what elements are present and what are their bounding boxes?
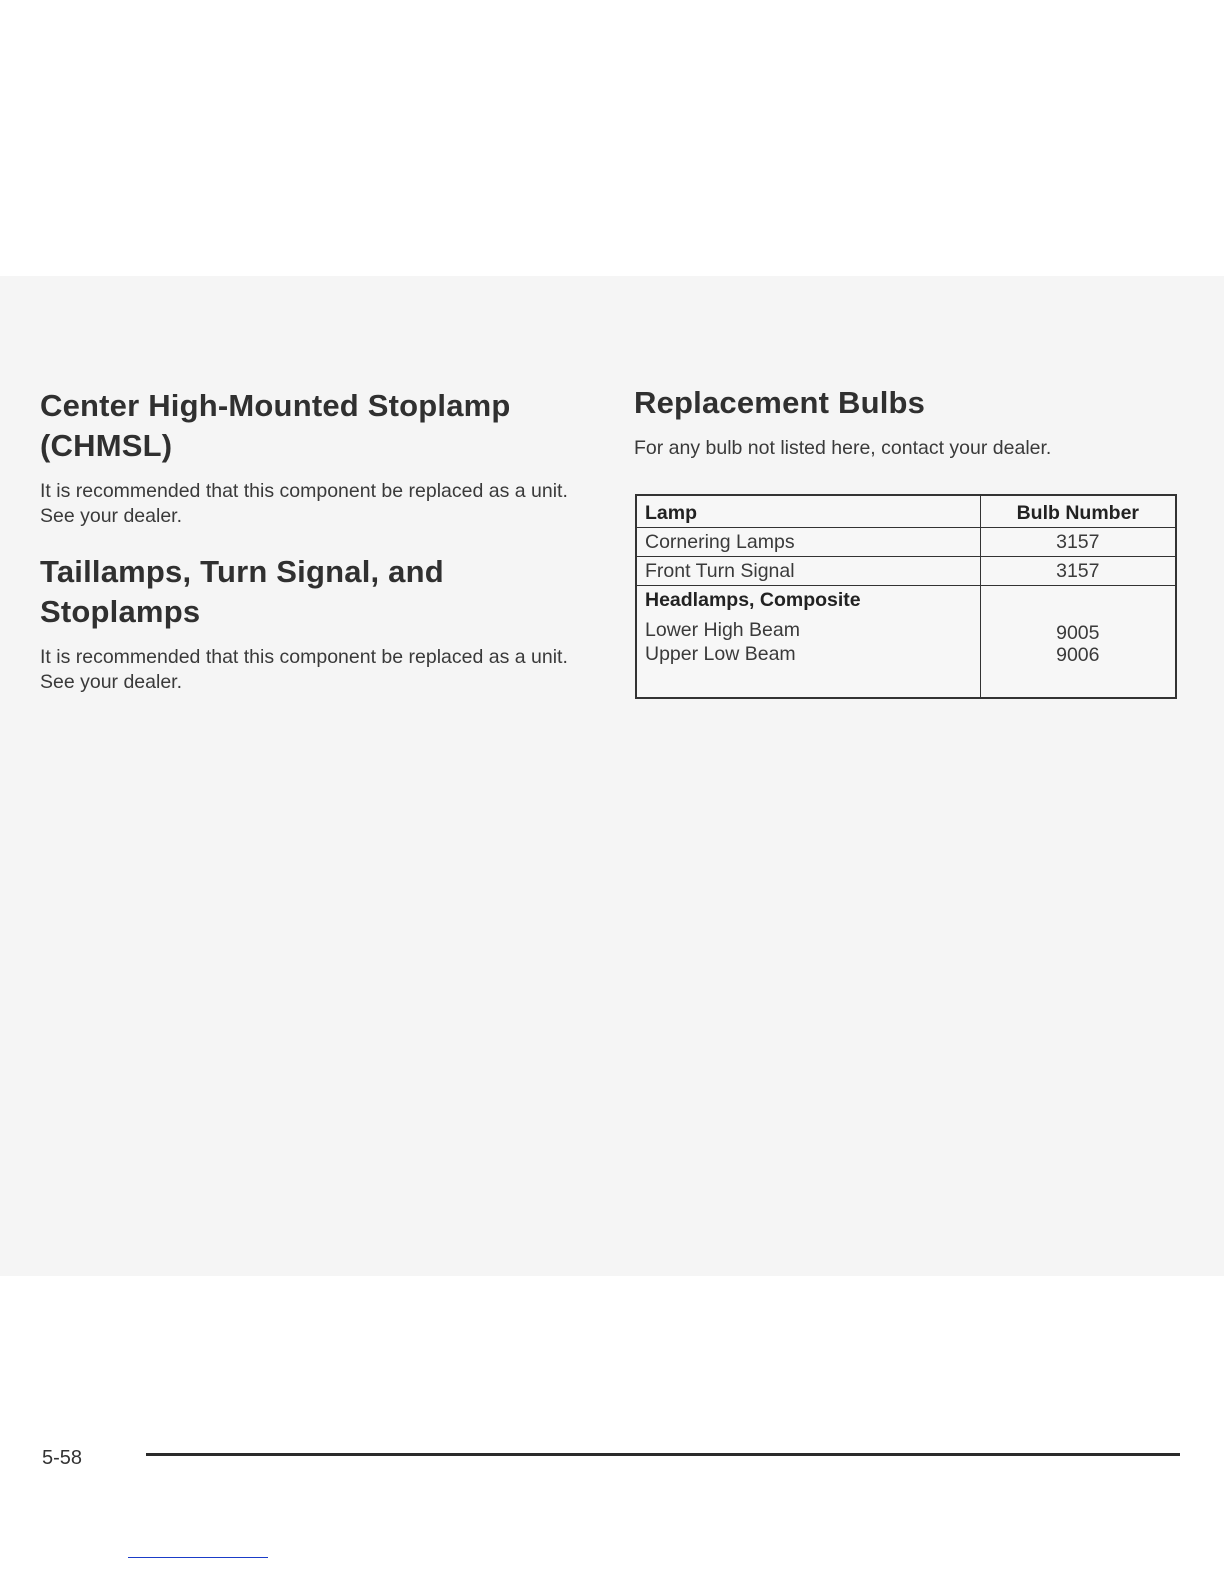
- group-item-bulb: 9006: [1056, 644, 1100, 666]
- table-row: [636, 557, 1176, 586]
- replacement-bulbs-heading: Replacement Bulbs: [634, 385, 926, 420]
- chmsl-heading-line1: Center High-Mounted Stoplamp: [40, 388, 511, 423]
- group-item-lamp: Lower High Beam: [645, 619, 800, 641]
- chmsl-body: It is recommended that this component be replaced as a unit. See your dealer.: [40, 480, 568, 527]
- footer-rule: [146, 1453, 1180, 1456]
- bulb-cell: 3157: [980, 557, 1176, 586]
- bulb-cell: 3157: [980, 528, 1176, 557]
- header-lamp: Lamp: [636, 495, 980, 528]
- table-header-row: [636, 495, 1176, 528]
- bulb-table: [635, 494, 1177, 699]
- group-title: Headlamps, Composite: [645, 589, 861, 611]
- chmsl-heading-line2: (CHMSL): [40, 428, 173, 463]
- manual-page: [0, 276, 1224, 1469]
- group-item-bulb: 9005: [1056, 622, 1100, 644]
- bulb-group-cell: [980, 586, 1176, 699]
- page-number: 5-58: [42, 1447, 83, 1469]
- lamp-group-cell: [636, 586, 980, 699]
- replacement-bulbs-intro: For any bulb not listed here, contact your dealer.: [634, 437, 1052, 459]
- link-underline[interactable]: [128, 1557, 268, 1558]
- group-item-lamp: Upper Low Beam: [645, 643, 796, 665]
- header-bulb-number: Bulb Number: [980, 495, 1176, 528]
- lamp-cell: Cornering Lamps: [636, 528, 980, 557]
- lamp-cell: Front Turn Signal: [636, 557, 980, 586]
- chmsl-heading: [40, 386, 600, 466]
- table-row: [636, 528, 1176, 557]
- taillamps-heading-line1: Taillamps, Turn Signal, and: [40, 554, 444, 589]
- taillamps-heading-line2: Stoplamps: [40, 594, 201, 629]
- taillamps-body: It is recommended that this component be replaced as a unit. See your dealer.: [40, 646, 568, 693]
- table-row-group: [636, 586, 1176, 699]
- taillamps-heading: [40, 552, 600, 632]
